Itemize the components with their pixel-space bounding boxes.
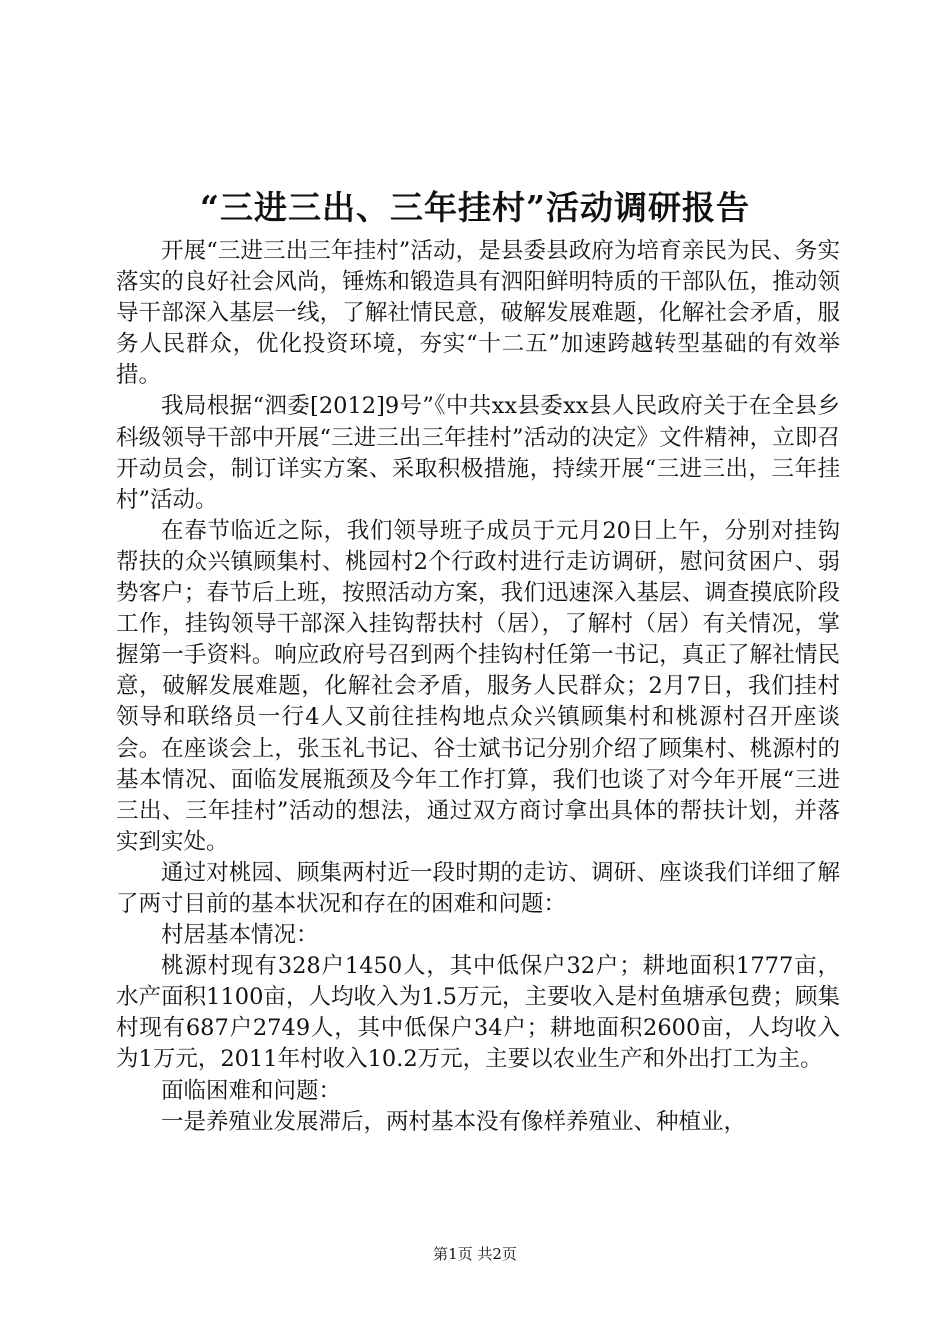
paragraph-visits: 在春节临近之际，我们领导班子成员于元月20日上午，分别对挂钩帮扶的众兴镇顾集村、桃园村2个行政村进行走访调研，慰问贫困户、弱势客户；春节后上班，按照活动方案，我们迅速深入基层、调查摸底阶段工作，挂钩领导干部深入挂钩帮扶村（居），了解村（居）有关情况，掌握第一手资料。响应政府号召到两个挂钩村任第一书记，真正了解社情民意，破解发展难题，化解社会矛盾，服务人民群众；2月7日，我们挂村领导和联络员一行4人又前往挂构地点众兴镇顾集村和桃源村召开座谈会。在座谈会上，张玉礼书记、谷士斌书记分别介绍了顾集村、桃源村的基本情况、面临发展瓶颈及今年工作打算，我们也谈了对今年开展“三进三出、三年挂村”活动的想法，通过双方商讨拿出具体的帮扶计划，并落实到实处。	[116, 517, 840, 855]
paragraph-basis: 我局根据“泗委[2012]9号”《中共xx县委xx县人民政府关于在全县乡科级领导干部中开展“三进三出三年挂村”活动的决定》文件精神，立即召开动员会，制订详实方案、采取积极措施，持续开展“三进三出，三年挂村”活动。	[116, 393, 840, 513]
paragraph-intro: 开展“三进三出三年挂村”活动，是县委县政府为培育亲民为民、务实落实的良好社会风尚，锤炼和锻造具有泗阳鲜明特质的干部队伍，推动领导干部深入基层一线，了解社情民意，破解发展难题，化解社会矛盾，服务人民群众，优化投资环境，夯实“十二五”加速跨越转型基础的有效举措。	[116, 238, 840, 389]
section-heading-problems: 面临困难和问题：	[161, 1077, 342, 1104]
document-title: “三进三出、三年挂村”活动调研报告	[200, 188, 750, 227]
document-body	[116, 236, 840, 1138]
page-footer: 第1页 共2页	[433, 1245, 517, 1263]
section-heading-basic-situation: 村居基本情况：	[161, 922, 319, 949]
paragraph-findings: 通过对桃园、顾集两村近一段时期的走访、调研、座谈我们详细了解了两寸目前的基本状况和存在的困难和问题：	[116, 859, 840, 917]
paragraph-problem-one: 一是养殖业发展滞后，两村基本没有像样养殖业、种植业，	[161, 1108, 747, 1135]
paragraph-village-stats: 桃源村现有328户1450人，其中低保户32户；耕地面积1777亩，水产面积1100亩，人均收入为1.5万元，主要收入是村鱼塘承包费；顾集村现有687户2749人，其中低保户34户；耕地面积2600亩，人均收入为1万元，2011年村收入10.2万元，主要以农业生产和外出打工为主。	[116, 953, 840, 1073]
